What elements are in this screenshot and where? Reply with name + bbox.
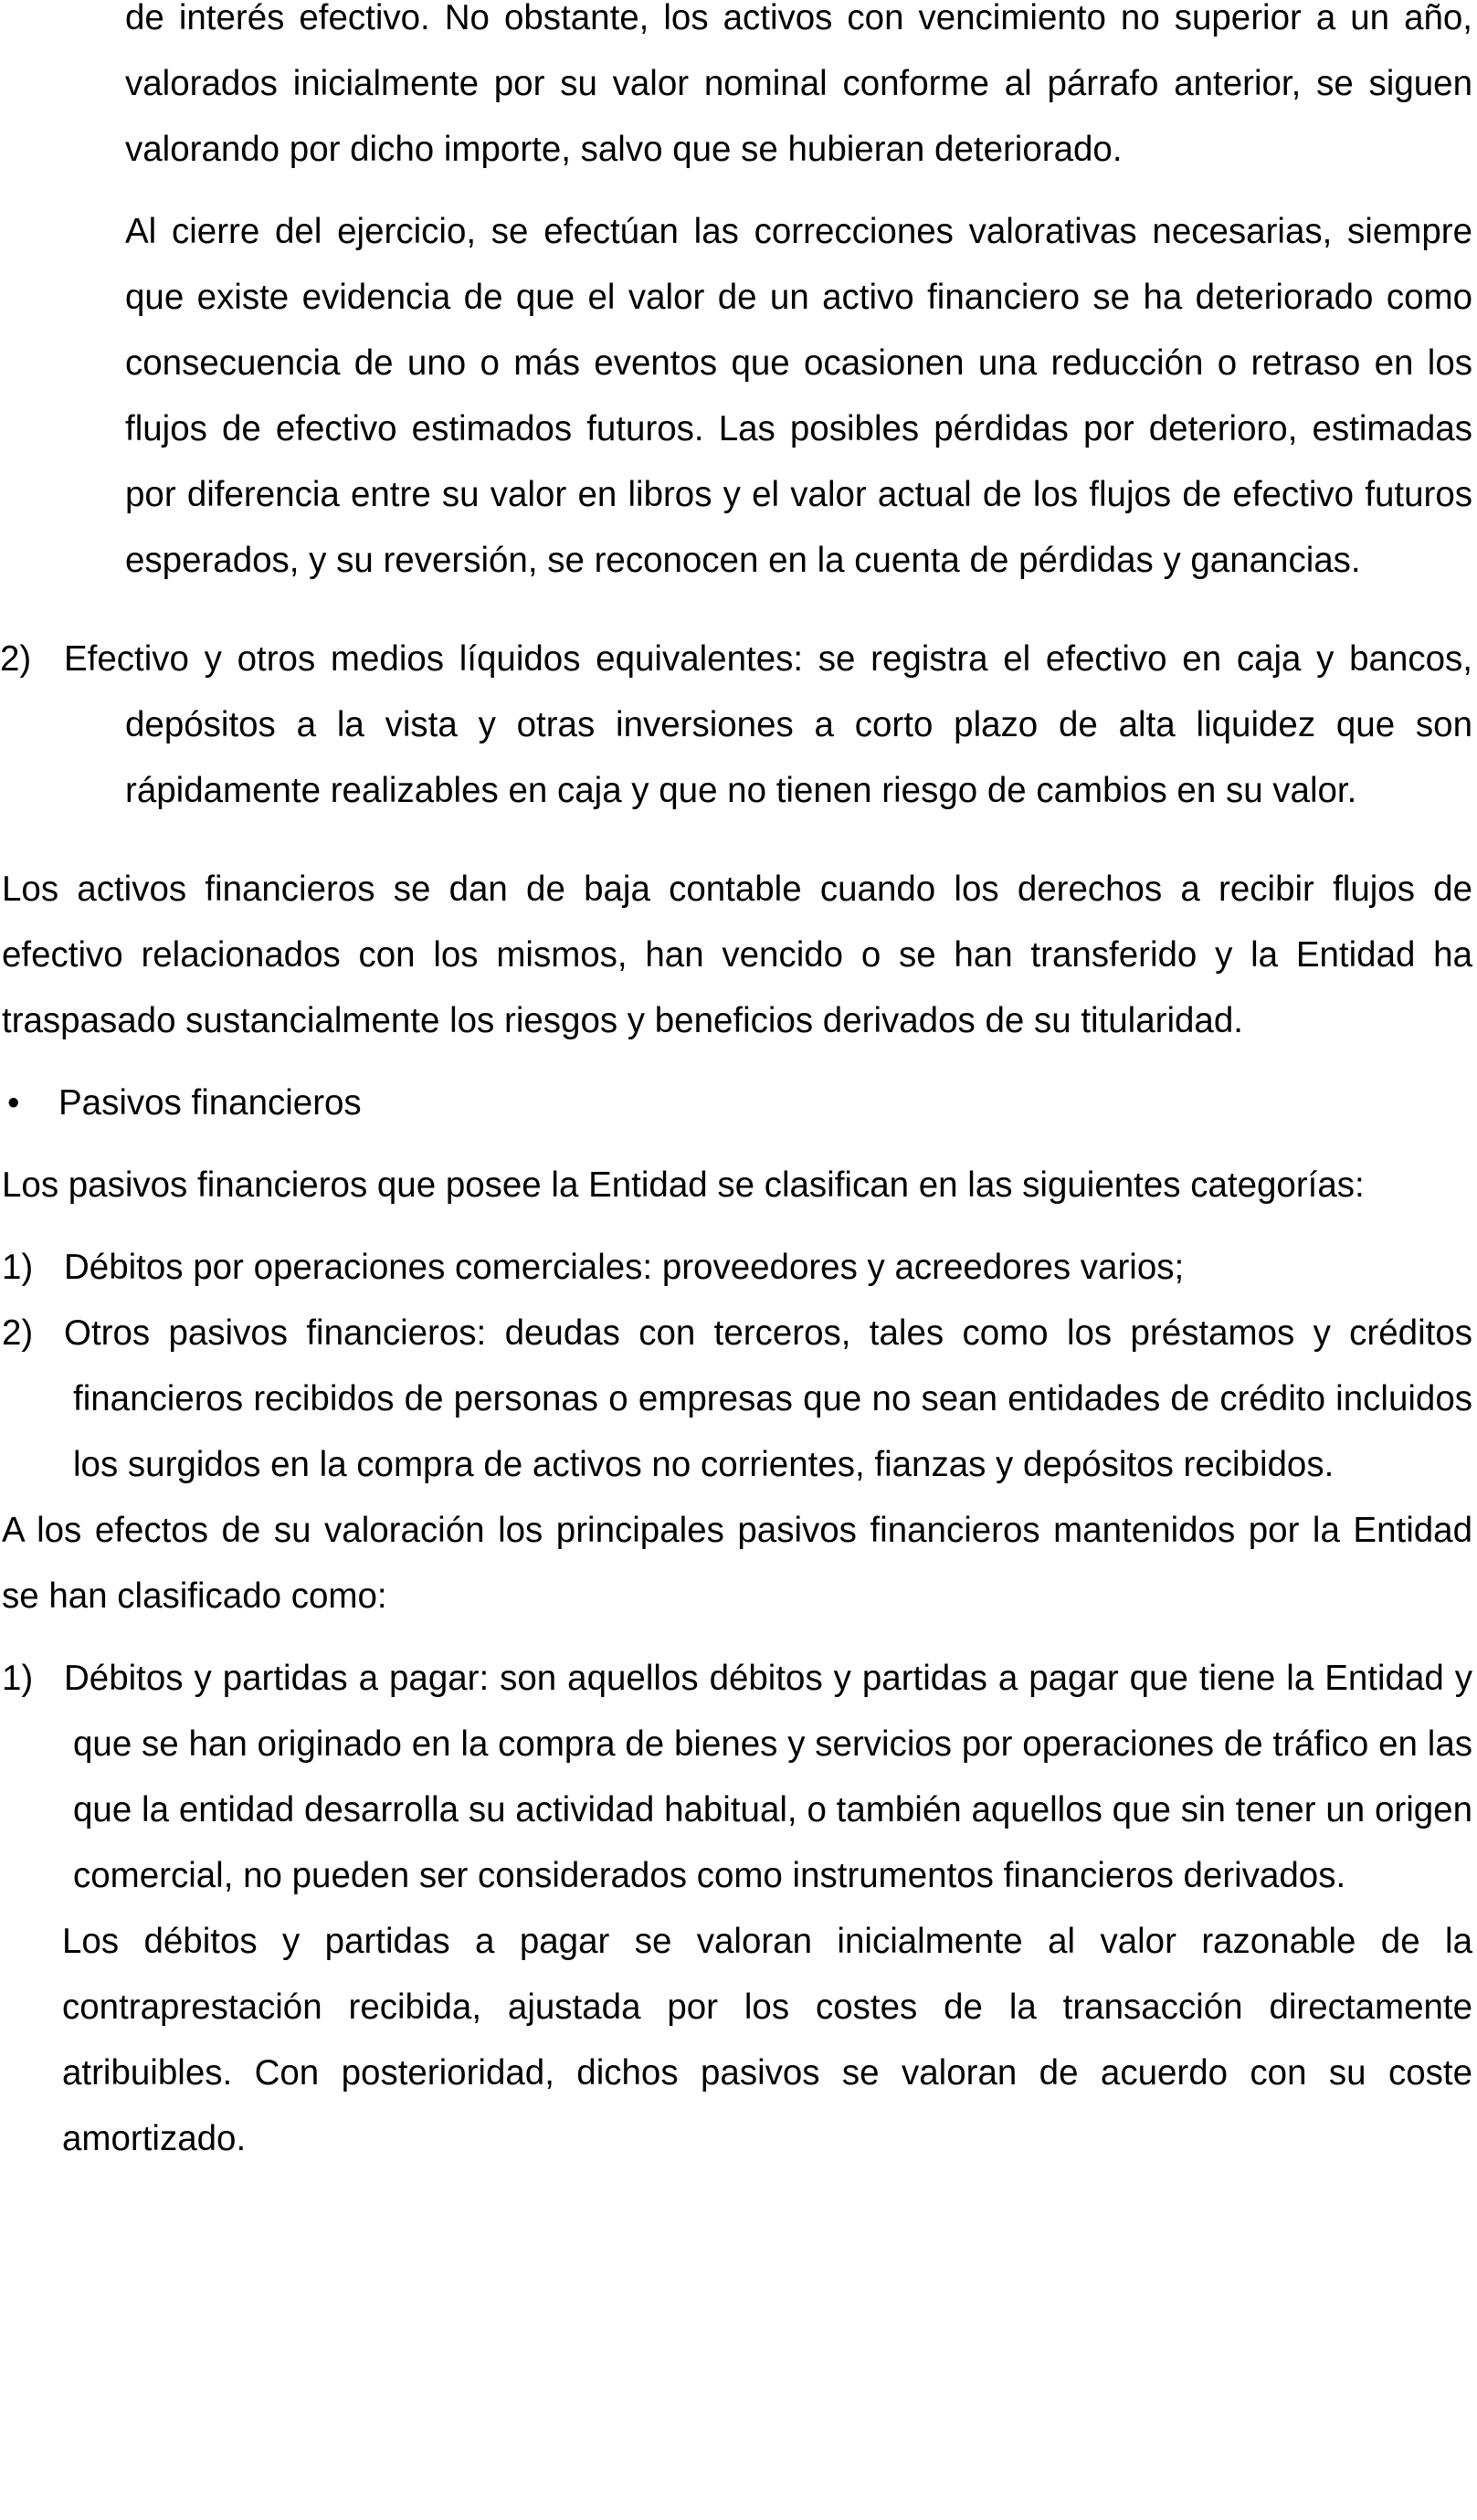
bullet-icon: •	[7, 1083, 20, 1123]
bullet-text: Pasivos financieros	[58, 1083, 362, 1123]
paragraph-interes-efectivo: de interés efectivo. No obstante, los activos con vencimiento no superior a un año, valorados inicialmente por su valor nominal conforme al párrafo anterior, se siguen valorando por dicho importe, salvo que se hubieran deteriorado.	[125, 0, 1472, 169]
paragraph-pasivos-categorias: Los pasivos financieros que posee la Entidad se clasifican en las siguientes categorías:	[2, 1165, 1365, 1205]
paragraph-efectos-valoracion: A los efectos de su valoración los principales pasivos financieros mantenidos por la Entidad se han clasificado como:	[2, 1511, 1472, 1616]
bullet-pasivos-financieros	[0, 1070, 1472, 1136]
list-item-debitos-partidas	[0, 1646, 1472, 1909]
list-number: 1)	[2, 1248, 34, 1287]
paragraph-cierre-ejercicio: Al cierre del ejercicio, se efectúan las correcciones valorativas necesarias, siempre que existe evidencia de que el valor de un activo financiero se ha deteriorado como consecuencia de uno o más eventos que ocasionen una reducción o retraso en los flujos de efectivo estimados futuros. Las posibles pérdidas por deterioro, estimadas por diferencia entre su valor en libros y el valor actual de los flujos de efectivo futuros esperados, y su reversión, se reconocen en la cuenta de pérdidas y ganancias.	[125, 212, 1472, 580]
list-item-debitos-comerciales	[0, 1235, 1472, 1301]
paragraph-baja-contable: Los activos financieros se dan de baja contable cuando los derechos a recibir flujos de efectivo relacionados con los mismos, han vencido o se han transferido y la Entidad ha traspasado sustancialmente los riesgos y beneficios derivados de su titularidad.	[2, 870, 1472, 1040]
list-item-text: Otros pasivos financieros: deudas con terceros, tales como los préstamos y créditos financieros recibidos de personas o empresas que no sean entidades de crédito incluidos los surgidos en la compra de activos no corrientes, fianzas y depósitos recibidos.	[64, 1313, 1472, 1484]
list-item-text: Débitos por operaciones comerciales: proveedores y acreedores varios;	[64, 1248, 1185, 1287]
list-item-otros-pasivos	[0, 1301, 1472, 1498]
list-item-text: Efectivo y otros medios líquidos equivalentes: se registra el efectivo en caja y bancos, depósitos a la vista y otras inversiones a corto plazo de alta liquidez que son rápidamente realizables en caja y que no tienen riesgo de cambios en su valor.	[64, 639, 1472, 810]
list-number: 2)	[2, 1313, 34, 1353]
paragraph-valoracion-debitos: Los débitos y partidas a pagar se valoran inicialmente al valor razonable de la contraprestación recibida, ajustada por los costes de la transacción directamente atribuibles. Con posterioridad, dichos pasivos se valoran de acuerdo con su coste amortizado.	[62, 1922, 1472, 2158]
list-number: 2)	[0, 639, 32, 679]
list-item-text: Débitos y partidas a pagar: son aquellos débitos y partidas a pagar que tiene la Entidad y que se han originado en la compra de bienes y servicios por operaciones de tráfico en las que la entidad desarrolla su actividad habitual, o también aquellos que sin tener un origen comercial, no pueden ser considerados como instrumentos financieros derivados.	[64, 1659, 1472, 1895]
list-number: 1)	[2, 1659, 34, 1698]
list-item-efectivo	[0, 627, 1472, 824]
